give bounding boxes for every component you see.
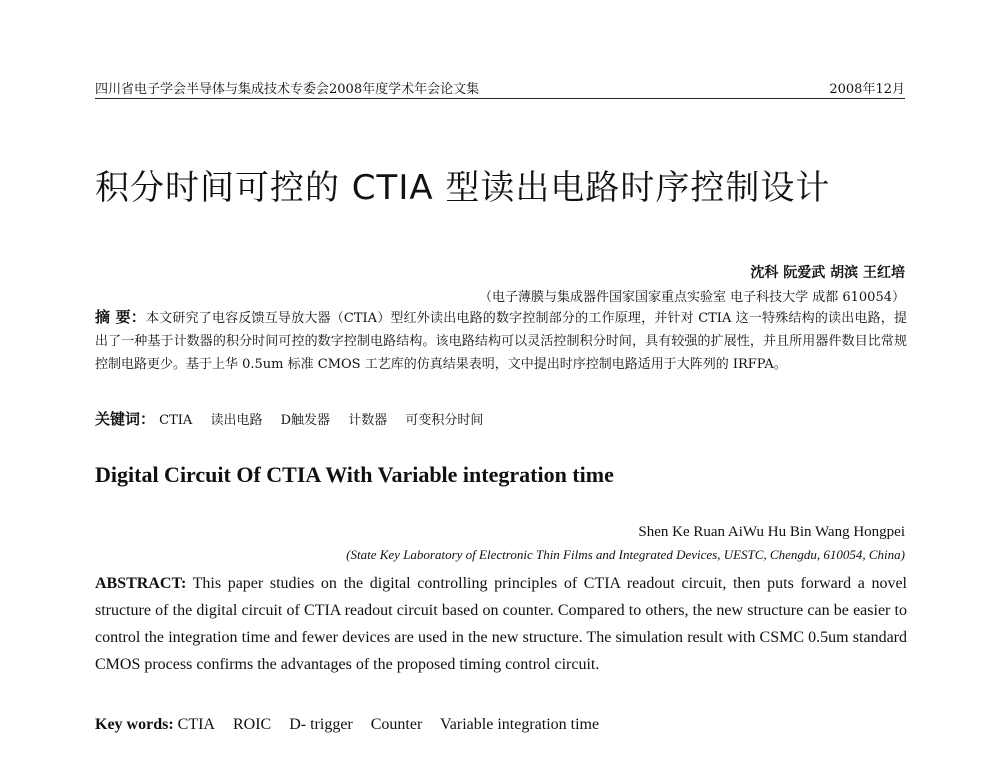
abstract-chinese-label: 摘 要： bbox=[95, 308, 146, 326]
keyword-en: Counter bbox=[370, 716, 423, 733]
keywords-chinese bbox=[95, 408, 497, 429]
affiliation-chinese: （电子薄膜与集成器件国家国家重点实验室 电子科技大学 成都 610054） bbox=[478, 290, 905, 305]
keyword-en: CTIA bbox=[177, 716, 215, 733]
keyword-cn: D触发器 bbox=[280, 413, 331, 428]
keywords-chinese-label: 关键词： bbox=[95, 410, 156, 428]
authors-english: Shen Ke Ruan AiWu Hu Bin Wang Hongpei bbox=[638, 524, 905, 540]
keyword-cn: 读出电路 bbox=[210, 413, 263, 428]
abstract-english bbox=[95, 570, 907, 678]
keywords-english bbox=[95, 716, 613, 734]
running-header bbox=[95, 76, 905, 99]
keyword-en: Variable integration time bbox=[440, 716, 600, 733]
authors-chinese: 沈科 阮爱武 胡滨 王红培 bbox=[750, 265, 905, 281]
title-english: Digital Circuit Of CTIA With Variable integration time bbox=[95, 462, 614, 487]
abstract-english-label: ABSTRACT: bbox=[95, 575, 187, 592]
header-journal: 四川省电子学会半导体与集成技术专委会2008年度学术年会论文集 bbox=[95, 82, 480, 97]
affiliation-english: (State Key Laboratory of Electronic Thin Films and Integrated Devices, UESTC, Chengdu, 610054, China) bbox=[346, 547, 905, 562]
keyword-cn: CTIA bbox=[159, 413, 193, 428]
keyword-cn: 计数器 bbox=[348, 413, 388, 428]
title-chinese: 积分时间可控的 CTIA 型读出电路时序控制设计 bbox=[95, 168, 831, 208]
keyword-en: ROIC bbox=[232, 716, 272, 733]
abstract-chinese-text: 本文研究了电容反馈互导放大器（CTIA）型红外读出电路的数字控制部分的工作原理，并针对 CTIA 这一特殊结构的读出电路，提出了一种基于计数器的积分时间可控的数字控制电路结构。该电路结构可以灵活控制积分时间，具有较强的扩展性，并且所用器件数目比常规控制电路更少。基于上华 0.5um 标准 CMOS 工艺库的仿真结果表明，文中提出时序控制电路适用于大阵列的 IRFPA。 bbox=[95, 311, 907, 372]
keyword-en: D- trigger bbox=[289, 716, 353, 733]
keywords-english-label: Key words: bbox=[95, 716, 174, 733]
keyword-cn: 可变积分时间 bbox=[405, 413, 484, 428]
abstract-english-text: This paper studies on the digital controlling principles of CTIA readout circuit, then puts forward a novel structure of the digital circuit of CTIA readout circuit based on counter. Compared to others, the new structure can be easier to control the integration time and fewer devices are used in the new structure. The simulation result with CSMC 0.5um standard CMOS process confirms the advantages of the proposed timing control circuit. bbox=[95, 575, 907, 673]
header-date: 2008年12月 bbox=[829, 82, 905, 97]
abstract-chinese bbox=[95, 306, 907, 376]
